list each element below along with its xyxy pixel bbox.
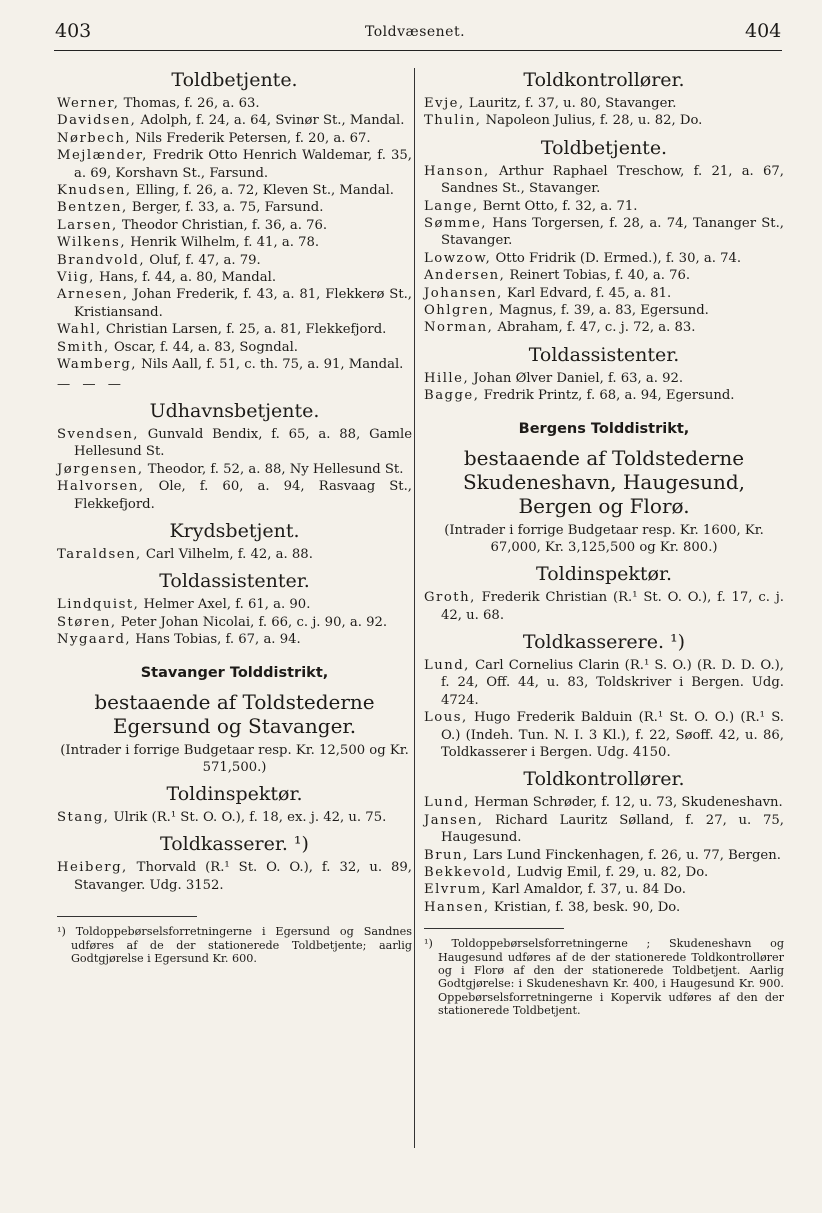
section-heading: Krydsbetjent. [169, 519, 300, 542]
revenue-note: (Intrader i forrige Budgetaar resp. Kr. 12,500 og Kr. 571,500.) [60, 742, 409, 775]
section-heading: Toldkontrollører. [523, 69, 685, 91]
list-item [57, 546, 412, 563]
list-item [57, 426, 412, 461]
entry-name: Johansen, [424, 285, 503, 301]
list-item [424, 387, 784, 404]
list-item [424, 198, 784, 215]
section-heading: Toldassistenter. [159, 570, 310, 593]
list-item [424, 899, 784, 916]
entry-name: Lowzow, [424, 250, 492, 266]
section-heading: Toldinspektør. [166, 782, 303, 805]
entry-text: Thomas, f. 26, a. 63. [119, 96, 260, 111]
entry-text: Christian Larsen, f. 25, a. 81, Flekkefjord. [101, 322, 387, 338]
list-item [424, 250, 784, 267]
entry-text: Reinert Tobias, f. 40, a. 76. [505, 268, 691, 284]
entry-text: Herman Schrøder, f. 12, u. 73, Skudeneshavn. [469, 795, 783, 811]
entry-name: Lindquist, [57, 597, 140, 613]
entry-text: Nils Frederik Petersen, f. 20, a. 67. [131, 130, 371, 146]
footnote: ¹) Toldoppebørselsforretningerne ; Skudeneshavn og Haugesund udføres af de der stationerede Toldkontrollører og i Florø af den der stationerede Toldbetjent. Aarlig Godtgjørelse: i Skudeneshavn Kr. 400, i Haugesund Kr. 900. Oppebørselsforretningerne i Kopervik udføres af den der stationerede Toldbetjent. [424, 937, 784, 1018]
entry-name: Mejlænder, [57, 148, 148, 164]
list-item [57, 112, 412, 129]
list-item [57, 252, 412, 269]
list-item [57, 596, 412, 613]
entry-text: Lars Lund Finckenhagen, f. 26, u. 77, Bergen. [468, 847, 781, 863]
list-item [424, 370, 784, 387]
entry-text: Hugo Frederik Balduin (R.¹ St. O. O.) (R.¹ S. O.) (Indeh. Tun. N. I. 3 Kl.), f. 22, Søoff. 42, u. 86, Toldkasserer i Bergen. Udg. 4150. [441, 710, 784, 760]
entry-text: Ole, f. 60, a. 94, Rasvaag St., Flekkefjord. [74, 479, 412, 512]
list-item [424, 112, 784, 129]
entry-text: Johan Frederik, f. 43, a. 81, Flekkerø St., Kristiansand. [74, 287, 412, 320]
entry-text: Karl Amaldor, f. 37, u. 84 Do. [487, 882, 686, 898]
list-item [424, 319, 784, 336]
list-item [57, 356, 412, 373]
entry-name: Nygaard, [57, 632, 132, 648]
list-item [57, 478, 412, 513]
entry-name: Heiberg, [57, 860, 128, 876]
entry-name: Bagge, [424, 388, 480, 404]
district-heading: Stavanger Tolddistrikt, [140, 664, 329, 681]
section-heading: Toldkasserer. ¹) [160, 833, 309, 856]
entry-name: Brandvold, [57, 252, 146, 268]
entry-text: Peter Johan Nicolai, f. 66, c. j. 90, a. 92. [116, 614, 388, 630]
list-item [424, 881, 784, 898]
entry-name: Bekkevold, [424, 864, 513, 880]
header-rule [54, 50, 782, 51]
footnote: ¹) Toldoppebørselsforretningerne i Egersund og Sandnes udføres af de der stationerede Toldbetjente; aarlig Godtgjørelse i Egersund Kr. 600. [57, 925, 412, 965]
section-heading: Toldkasserere. ¹) [522, 630, 686, 653]
entry-name: Nørbech, [57, 130, 132, 146]
list-item [57, 130, 412, 147]
entry-name: Brun, [424, 847, 469, 863]
entry-name: Groth, [424, 590, 476, 606]
section-heading: Toldassistenter. [528, 343, 680, 366]
list-item [424, 215, 784, 250]
entry-name: Andersen, [424, 268, 506, 284]
entry-text: Johan Ølver Daniel, f. 63, a. 92. [469, 370, 684, 386]
list-item [424, 812, 784, 847]
entry-text: Fredrik Printz, f. 68, a. 94, Egersund. [479, 388, 735, 404]
list-item [57, 339, 412, 356]
column-divider [414, 68, 415, 1148]
entry-text: Arthur Raphael Treschow, f. 21, a. 67, Sandnes St., Stavanger. [441, 163, 784, 197]
entry-name: Larsen, [57, 217, 118, 233]
entry-text: Elling, f. 26, a. 72, Kleven St., Mandal. [131, 183, 395, 199]
entry-text: Gunvald Bendix, f. 65, a. 88, Gamle Hellesund St. [74, 426, 412, 460]
page-number-right: 404 [745, 20, 782, 42]
entry-name: Hanson, [424, 163, 490, 179]
list-item [57, 809, 412, 826]
footnote-rule [57, 916, 197, 917]
entry-text: Henrik Wilhelm, f. 41, a. 78. [126, 235, 320, 251]
entry-name: Elvrum, [424, 882, 488, 898]
entry-name: Svendsen, [57, 426, 139, 442]
list-item [57, 614, 412, 631]
list-item [424, 657, 784, 709]
list-item [57, 321, 412, 338]
entry-text: Frederik Christian (R.¹ St. O. O.), f. 17, c. j. 42, u. 68. [441, 590, 784, 623]
entry-name: Taraldsen, [57, 546, 142, 562]
entry-text: Thorvald (R.¹ St. O. O.), f. 32, u. 89, Stavanger. Udg. 3152. [74, 860, 412, 893]
entry-name: Jansen, [424, 812, 484, 828]
entry-text: Bernt Otto, f. 32, a. 71. [478, 198, 638, 214]
entry-name: Viig, [57, 270, 95, 286]
separator-dashes: — — — [57, 376, 125, 392]
footnote-rule [424, 928, 564, 929]
entry-name: Halvorsen, [57, 479, 145, 495]
entry-name: Davidsen, [57, 113, 137, 129]
entry-name: Knudsen, [57, 183, 132, 199]
entry-text: Ulrik (R.¹ St. O. O.), f. 18, ex. j. 42, u. 75. [109, 809, 387, 825]
list-item [57, 199, 412, 216]
entry-text: Magnus, f. 39, a. 83, Egersund. [494, 303, 709, 319]
section-heading: Udhavnsbetjente. [149, 399, 320, 422]
list-item [57, 147, 412, 182]
list-item [57, 182, 412, 199]
entry-name: Lund, [424, 657, 470, 673]
district-subtitle: bestaaende af Toldstederne Egersund og Stavanger. [94, 689, 375, 738]
entry-name: Hille, [424, 370, 470, 386]
district-subtitle: bestaaende af Toldstederne Skudeneshavn, Haugesund, Bergen og Florø. [462, 446, 746, 519]
entry-text: Adolph, f. 24, a. 64, Svinør St., Mandal. [136, 113, 405, 129]
entry-text: Oscar, f. 44, a. 83, Sogndal. [109, 339, 298, 355]
entry-name: Lous, [424, 710, 468, 726]
page-header [0, 18, 822, 48]
list-item [57, 95, 412, 112]
list-item [424, 285, 784, 302]
list-item [424, 709, 784, 761]
list-item [424, 847, 784, 864]
entry-name: Ohlgren, [424, 303, 495, 319]
list-item [424, 302, 784, 319]
entry-text: Carl Vilhelm, f. 42, a. 88. [141, 546, 313, 562]
entry-name: Stang, [57, 809, 110, 825]
list-item [57, 461, 412, 478]
section-heading: Toldbetjente. [171, 69, 298, 91]
list-item [57, 859, 412, 894]
entry-text: Berger, f. 33, a. 75, Farsund. [127, 200, 324, 216]
entry-name: Lund, [424, 795, 470, 811]
page-number-left: 403 [55, 20, 92, 42]
entry-name: Arnesen, [57, 287, 129, 303]
entry-name: Støren, [57, 614, 117, 630]
entry-text: Oluf, f. 47, a. 79. [145, 252, 261, 268]
running-title: Toldvæsenet. [365, 24, 466, 40]
district-heading: Bergens Tolddistrikt, [518, 420, 690, 437]
entry-text: Nils Aall, f. 51, c. th. 75, a. 91, Mandal. [136, 357, 404, 373]
entry-text: Theodor, f. 52, a. 88, Ny Hellesund St. [143, 461, 404, 477]
entry-name: Lange, [424, 198, 479, 214]
entry-text: Fredrik Otto Henrich Waldemar, f. 35, a. 69, Korshavn St., Farsund. [74, 148, 412, 181]
entry-text: Hans, f. 44, a. 80, Mandal. [94, 270, 277, 286]
list-item [57, 631, 412, 648]
list-item [57, 217, 412, 234]
section-heading: Toldinspektør. [536, 563, 672, 586]
entry-text: Hans Torgersen, f. 28, a. 74, Tananger St., Stavanger. [441, 216, 784, 249]
entry-name: Werner, [57, 96, 120, 111]
entry-name: Norman, [424, 320, 494, 336]
list-item [424, 267, 784, 284]
left-column [57, 62, 412, 965]
entry-name: Jørgensen, [57, 461, 144, 477]
entry-name: Thulin, [424, 113, 482, 129]
list-item [424, 794, 784, 811]
entry-name: Hansen, [424, 899, 490, 915]
entry-name: Wamberg, [57, 357, 137, 373]
entry-text: Napoleon Julius, f. 28, u. 82, Do. [481, 113, 703, 129]
entry-text: Hans Tobias, f. 67, a. 94. [131, 632, 301, 648]
entry-name: Sømme, [424, 216, 487, 232]
list-item [57, 269, 412, 286]
section-heading: Toldkontrollører. [523, 768, 685, 791]
right-column [424, 62, 784, 1018]
entry-text: Carl Cornelius Clarin (R.¹ S. O.) (R. D. D. O.), f. 24, Off. 44, u. 83, Toldskriver i Bergen. Udg. 4724. [441, 657, 784, 708]
entry-name: Wahl, [57, 322, 102, 338]
entry-name: Bentzen, [57, 200, 128, 216]
list-item [424, 864, 784, 881]
entry-text: Theodor Christian, f. 36, a. 76. [117, 217, 328, 233]
list-item [424, 95, 784, 112]
revenue-note: (Intrader i forrige Budgetaar resp. Kr. 1600, Kr. 67,000, Kr. 3,125,500 og Kr. 800.) [444, 523, 764, 556]
entry-name: Smith, [57, 339, 110, 355]
list-item [424, 589, 784, 624]
entry-text: Lauritz, f. 37, u. 80, Stavanger. [464, 96, 677, 111]
entry-text: Helmer Axel, f. 61, a. 90. [139, 597, 311, 613]
entry-name: Evje, [424, 96, 465, 111]
entry-text: Abraham, f. 47, c. j. 72, a. 83. [493, 320, 696, 336]
entry-text: Ludvig Emil, f. 29, u. 82, Do. [512, 864, 709, 880]
list-item [57, 286, 412, 321]
list-item [424, 163, 784, 198]
list-item [57, 234, 412, 251]
entry-text: Richard Lauritz Sølland, f. 27, u. 75, Haugesund. [441, 812, 784, 846]
entry-text: Kristian, f. 38, besk. 90, Do. [489, 899, 681, 915]
entry-name: Wilkens, [57, 235, 127, 251]
entry-text: Karl Edvard, f. 45, a. 81. [502, 285, 672, 301]
entry-text: Otto Fridrik (D. Ermed.), f. 30, a. 74. [491, 250, 742, 266]
section-heading: Toldbetjente. [540, 136, 668, 159]
